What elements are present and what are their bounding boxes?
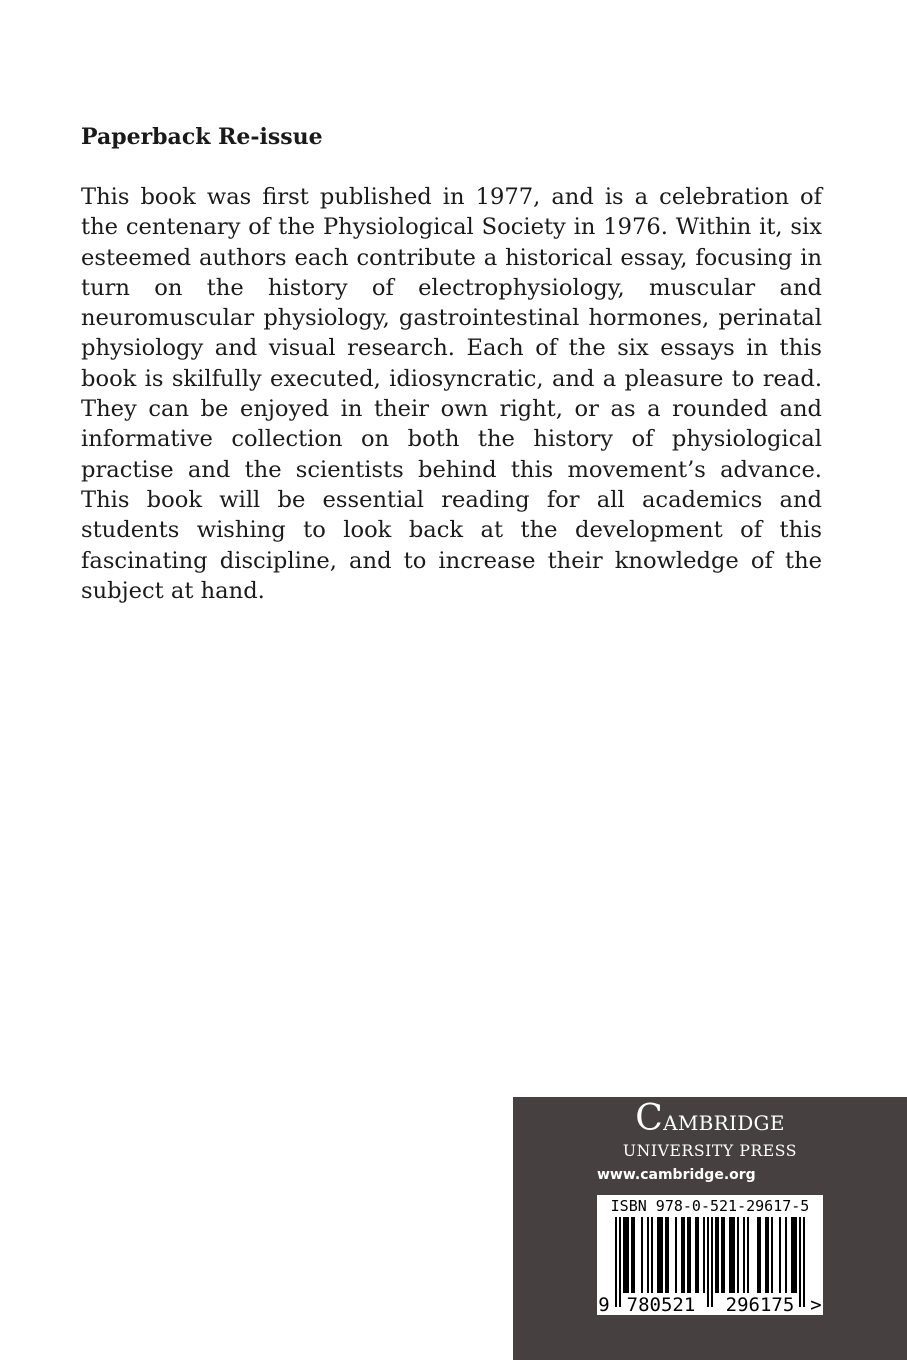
barcode-bar — [721, 1217, 723, 1293]
isbn-text: ISBN 978-0-521-29617-5 — [610, 1197, 810, 1215]
barcode-guard-bar — [803, 1217, 805, 1307]
publisher-name-initial: C — [635, 1098, 664, 1139]
barcode-bar — [675, 1217, 677, 1293]
barcode-guard-bar — [707, 1217, 709, 1307]
barcode-bar — [729, 1217, 731, 1293]
barcode-guard-bar — [615, 1217, 617, 1307]
barcode-quiet-mark: > — [810, 1294, 822, 1315]
barcode-bar — [683, 1217, 685, 1293]
barcode-bar — [771, 1217, 773, 1293]
barcode-bar — [715, 1217, 717, 1293]
barcode-left-digits: 780521 — [626, 1294, 696, 1315]
barcode-bar — [767, 1217, 769, 1293]
barcode-label — [597, 1195, 823, 1315]
barcode-bar — [667, 1217, 669, 1293]
barcode-bar — [623, 1217, 625, 1293]
barcode-bar — [627, 1217, 629, 1293]
publisher-name-rest: ambridge — [663, 1104, 785, 1137]
barcode-bar — [659, 1217, 661, 1293]
barcode-bar — [687, 1217, 689, 1293]
publisher-subtitle: UNIVERSITY PRESS — [622, 1142, 798, 1160]
barcode-lead-digit: 9 — [598, 1294, 610, 1315]
barcode-bar — [657, 1217, 659, 1293]
barcode-bar — [661, 1217, 663, 1293]
publisher-url: www.cambridge.org — [597, 1167, 756, 1183]
barcode-guard-bar — [619, 1217, 621, 1307]
barcode-guard-bar — [799, 1217, 801, 1307]
barcode-bar — [731, 1217, 733, 1293]
publisher-panel — [513, 1097, 907, 1360]
barcode-bar — [723, 1217, 725, 1293]
barcode-bar — [793, 1217, 795, 1293]
barcode-bar — [743, 1217, 745, 1293]
barcode-bar — [633, 1217, 635, 1293]
barcode-bar — [765, 1217, 767, 1293]
barcode-bar — [703, 1217, 705, 1293]
barcode-bar — [779, 1217, 781, 1293]
barcode-right-digits: 296175 — [725, 1294, 795, 1315]
barcode-bar — [695, 1217, 697, 1293]
barcode-bar — [733, 1217, 735, 1293]
barcode-bar — [795, 1217, 797, 1293]
barcode-bar — [757, 1217, 759, 1293]
barcode-bar — [647, 1217, 649, 1293]
barcode-bar — [737, 1217, 739, 1293]
barcode-bar — [689, 1217, 691, 1293]
barcode-bar — [717, 1217, 719, 1293]
barcode-bar — [651, 1217, 653, 1293]
barcode-bar — [791, 1217, 793, 1293]
barcode-bar — [747, 1217, 749, 1293]
barcode-bar — [631, 1217, 633, 1293]
barcode-bar — [641, 1217, 643, 1293]
barcode-guard-bar — [711, 1217, 713, 1307]
barcode-bar — [625, 1217, 627, 1293]
book-description: This book was first published in 1977, and is a celebration of the centenary of the Physiological Society in 1976. Within it, six esteemed authors each contribute a historical essay, focusing in turn on the history of electrophysiology, muscular and neuromuscular physiology, gastrointestinal hormones, perinatal physiology and visual research. Each of the six essays in this book is skilfully executed, idiosyncratic, and a pleasure to read. They can be enjoyed in their own right, or as a rounded and informative collection on both the history of physiological practise and the scientists behind this movement’s advance. This book will be essential reading for all academics and students wishing to look back at the development of this fascinating discipline, and to increase their knowledge of the subject at hand. — [81, 184, 822, 604]
barcode-bar — [785, 1217, 787, 1293]
barcode-bar — [681, 1217, 683, 1293]
barcode-bar — [759, 1217, 761, 1293]
barcode-bar — [665, 1217, 667, 1293]
publisher-name — [597, 1098, 823, 1139]
cover-heading: Paperback Re-issue — [81, 124, 323, 150]
barcode-bar — [697, 1217, 699, 1293]
isbn-barcode — [597, 1217, 823, 1315]
